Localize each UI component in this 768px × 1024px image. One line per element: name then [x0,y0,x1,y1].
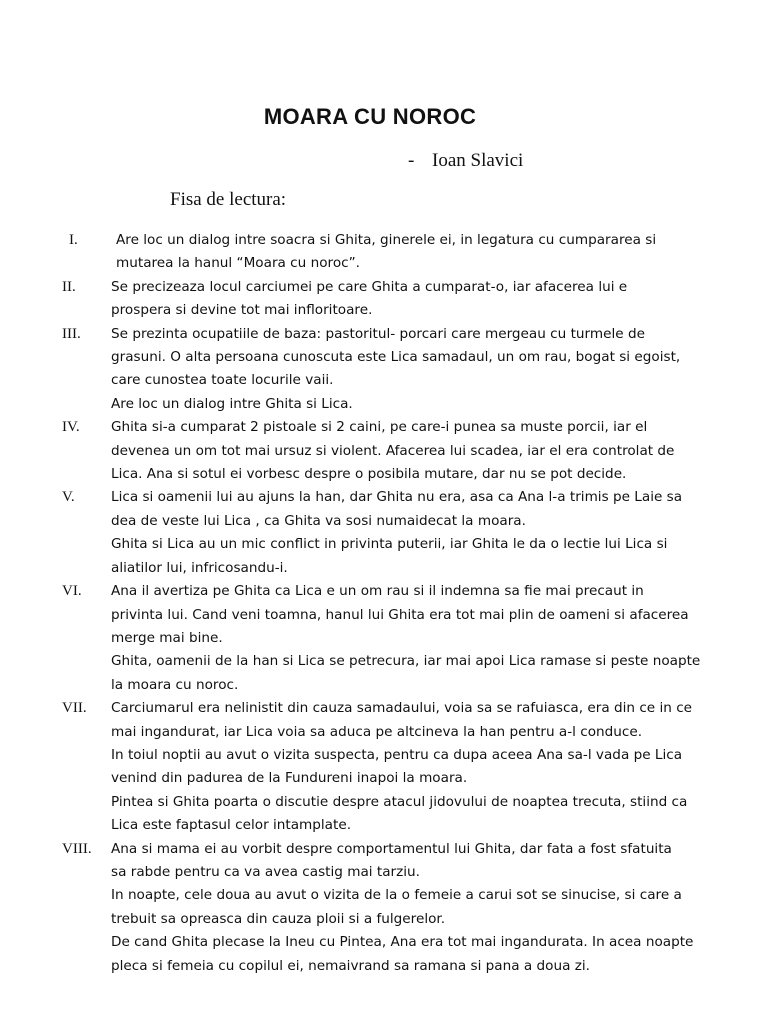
chapter-text-line: grasuni. O alta persoana cunoscuta este Lica samadaul, un om rau, bogat si egoist, [111,349,681,366]
chapter-text-line: prospera si devine tot mai infloritoare. [111,302,373,319]
chapter-numeral: IV. [62,419,80,436]
chapter-section [0,486,768,580]
chapter-text-line: Lica. Ana si sotul ei vorbesc despre o posibila mutare, dar nu se pot decide. [111,466,627,483]
chapter-text-line: mai ingandurat, iar Lica voia sa aduca pe altcineva la han pentru a-l conduce. [111,723,643,740]
chapter-text-line: la moara cu noroc. [111,676,239,693]
chapter-text-line: Lica si oamenii lui au ajuns la han, dar Ghita nu era, asa ca Ana l-a trimis pe Laie sa [111,489,683,506]
chapter-text-line: Ghita, oamenii de la han si Lica se petrecura, iar mai apoi Lica ramase si peste noapte [111,653,701,670]
chapter-text-line: pleca si femeia cu copilul ei, nemaivrand sa ramana si pana a doua zi. [111,957,590,974]
author-name: Ioan Slavici [432,150,524,171]
chapter-numeral: V. [62,489,75,506]
chapter-numeral: II. [62,278,76,295]
chapter-section [0,697,768,837]
chapter-text-line: In noapte, cele doua au avut o vizita de la o femeie a carui sot se sinucise, si care a [111,887,682,904]
chapter-text-line: devenea un om tot mai ursuz si violent. Afacerea lui scadea, iar el era controlat de [111,442,675,459]
chapter-text-line: Lica este faptasul celor intamplate. [111,817,352,834]
chapter-text-line: aliatilor lui, infricosandu-i. [111,559,288,576]
chapter-text-line: Se precizeaza locul carciumei pe care Ghita a cumparat-o, iar afacerea lui e [111,278,628,295]
chapter-numeral: VI. [62,583,82,600]
chapter-text-line: Carciumarul era nelinistit din cauza samadaului, voia sa se rafuiasca, era din ce in ce [111,700,693,717]
document-subtitle: Fisa de lectura: [170,189,287,210]
chapter-numeral: VII. [62,700,87,717]
chapter-section [0,323,768,417]
chapter-text-line: mutarea la hanul “Moara cu noroc”. [116,255,360,272]
chapter-text-line: privinta lui. Cand veni toamna, hanul lui Ghita era tot mai plin de oameni si afacerea [111,606,689,623]
chapter-numeral: III. [62,325,81,342]
chapter-text-line: Ghita si-a cumparat 2 pistoale si 2 caini, pe care-i punea sa muste porcii, iar el [111,419,648,436]
chapter-text-line: Ana il avertiza pe Ghita ca Lica e un om rau si il indemna sa fie mai precaut in [111,583,644,600]
chapter-text-line: Se prezinta ocupatiile de baza: pastoritul- porcari care mergeau cu turmele de [111,325,645,342]
chapter-text-line: care cunostea toate locurile vaii. [111,372,334,389]
chapter-text-line: trebuit sa opreasca din cauza ploii si a fulgerelor. [111,910,446,927]
chapter-text-line: Are loc un dialog intre Ghita si Lica. [111,395,353,412]
chapter-text-line: venind din padurea de la Fundureni inapoi la moara. [111,770,468,787]
chapter-section [0,580,768,697]
chapter-text-line: sa rabde pentru ca va avea castig mai tarziu. [111,863,420,880]
chapter-text-line: Pintea si Ghita poarta o discutie despre atacul jidovului de noaptea trecuta, stiind ca [111,793,688,810]
chapter-section [0,416,768,486]
author-line [408,150,523,172]
chapter-text-line: Are loc un dialog intre soacra si Ghita, ginerele ei, in legatura cu cumpararea si [116,232,657,248]
chapter-section [0,229,768,276]
document-title: MOARA CU NOROC [263,104,477,129]
chapter-text-line: Ghita si Lica au un mic conflict in privinta puterii, iar Ghita le da o lectie lui Lica si [111,536,668,553]
chapter-list [0,229,768,978]
chapter-section [0,276,768,323]
chapter-section [0,838,768,978]
chapter-text-line: Ana si mama ei au vorbit despre comportamentul lui Ghita, dar fata a fost sfatuita [111,840,672,857]
chapter-numeral: I. [69,232,78,248]
chapter-text-line: De cand Ghita plecase la Ineu cu Pintea, Ana era tot mai ingandurata. In acea noapte [111,934,694,951]
chapter-text-line: In toiul noptii au avut o vizita suspecta, pentru ca dupa aceea Ana sa-l vada pe Lica [111,746,683,763]
chapter-text-line: dea de veste lui Lica , ca Ghita va sosi numaidecat la moara. [111,512,526,529]
author-dash: - [408,150,415,171]
chapter-numeral: VIII. [62,840,92,857]
chapter-text-line: merge mai bine. [111,629,223,646]
